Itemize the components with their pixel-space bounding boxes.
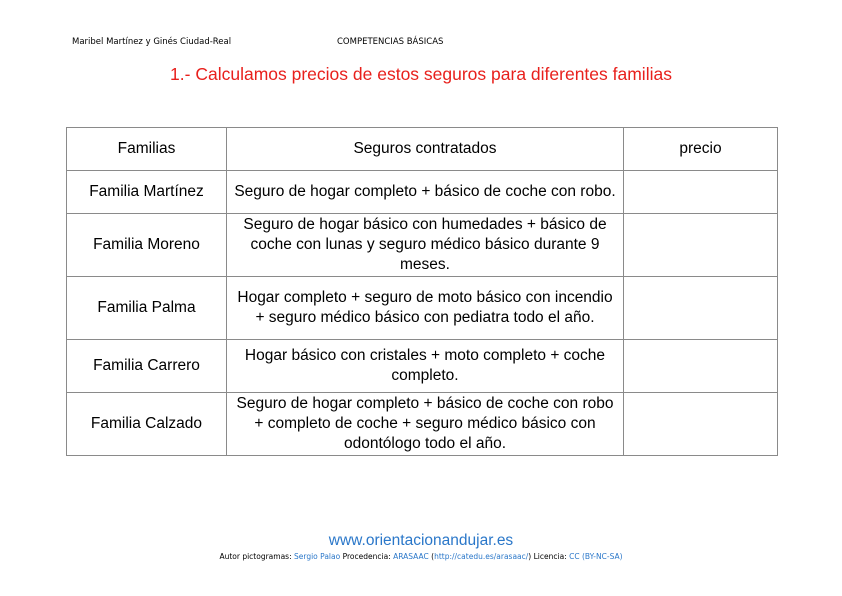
precio-cell[interactable] — [624, 214, 778, 277]
procedencia-link[interactable]: ARASAAC — [393, 552, 429, 561]
licencia-label: Licencia: — [533, 552, 567, 561]
precio-cell[interactable] — [624, 340, 778, 393]
seguros-cell: Hogar básico con cristales + moto completo + coche completo. — [227, 340, 624, 393]
seguros-cell: Hogar completo + seguro de moto básico con incendio + seguro médico básico con pediatra todo el año. — [227, 277, 624, 340]
seguros-cell: Seguro de hogar básico con humedades + básico de coche con lunas y seguro médico básico durante 9 meses. — [227, 214, 624, 277]
seguros-cell: Seguro de hogar completo + básico de coche con robo + completo de coche + seguro médico básico con odontólogo todo el año. — [227, 393, 624, 456]
table-row — [67, 393, 778, 456]
familia-cell: Familia Moreno — [67, 214, 227, 277]
footer-website-link[interactable]: www.orientacionandujar.es — [328, 532, 514, 549]
footer-credits: Autor pictogramas: Sergio Palao Procedencia: ARASAAC (http://catedu.es/arasaac/) Licencia: CC (BY-NC-SA) — [219, 552, 623, 561]
table-row — [67, 340, 778, 393]
precio-cell[interactable] — [624, 393, 778, 456]
autor-label: Autor pictogramas: — [219, 552, 292, 561]
table-row — [67, 171, 778, 214]
worksheet-title: 1.- Calculamos precios de estos seguros para diferentes familias — [170, 64, 672, 84]
familia-cell: Familia Calzado — [67, 393, 227, 456]
table-header-row — [67, 128, 778, 171]
familia-cell: Familia Palma — [67, 277, 227, 340]
familia-cell: Familia Carrero — [67, 340, 227, 393]
procedencia-url-link[interactable]: http://catedu.es/arasaac/ — [434, 552, 529, 561]
procedencia-label: Procedencia: — [342, 552, 391, 561]
seguros-cell: Seguro de hogar completo + básico de coche con robo. — [227, 171, 624, 214]
column-header-seguros: Seguros contratados — [227, 128, 624, 171]
header-subject: COMPETENCIAS BÁSICAS — [337, 37, 444, 47]
precio-cell[interactable] — [624, 277, 778, 340]
table-row — [67, 214, 778, 277]
licencia-link[interactable]: CC (BY-NC-SA) — [569, 552, 623, 561]
header-author: Maribel Martínez y Ginés Ciudad-Real — [72, 37, 232, 47]
column-header-familias: Familias — [67, 128, 227, 171]
insurance-table — [66, 127, 778, 456]
autor-link[interactable]: Sergio Palao — [294, 552, 341, 561]
precio-cell[interactable] — [624, 171, 778, 214]
familia-cell: Familia Martínez — [67, 171, 227, 214]
column-header-precio: precio — [624, 128, 778, 171]
table-row — [67, 277, 778, 340]
